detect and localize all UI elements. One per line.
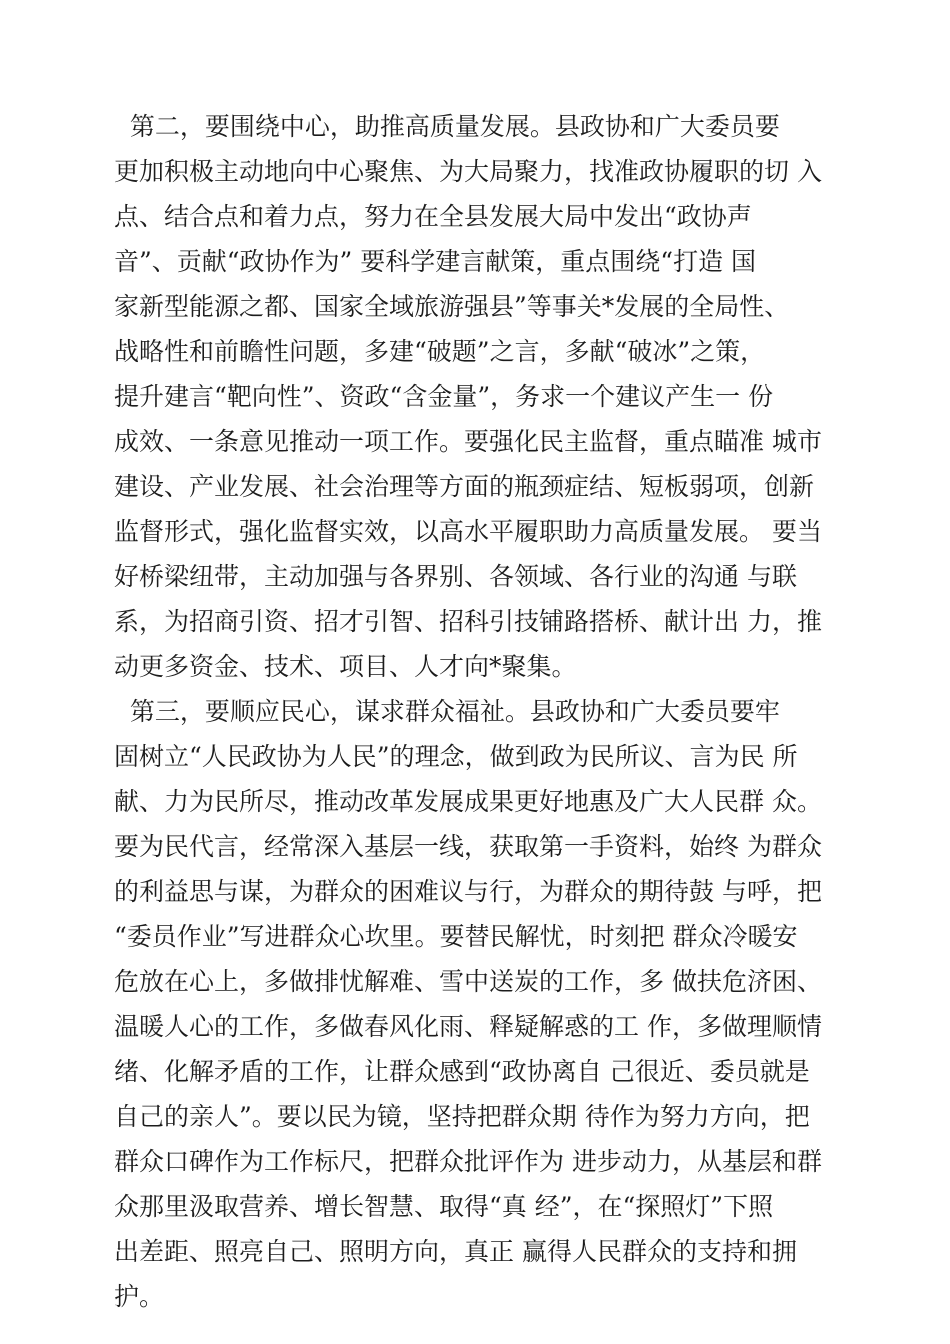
text-line: 第二，要围绕中心，助推高质量发展。县政协和广大委员要	[114, 112, 780, 141]
text-line: 点、结合点和着力点，努力在全县发展大局中发出“政协声	[114, 202, 752, 231]
text-line: “委员作业”写进群众心坎里。要替民解忧，时刻把 群众冷暖安	[114, 922, 798, 951]
text-line: 成效、一条意见推动一项工作。要强化民主监督，重点瞄准 城市	[114, 427, 822, 456]
document-body	[114, 104, 854, 1319]
text-line: 固树立“人民政协为人民”的理念，做到政为民所议、言为民 所	[114, 742, 798, 771]
text-line: 护。	[114, 1282, 165, 1311]
paragraph-third-point	[114, 689, 854, 1319]
text-line: 系，为招商引资、招才引智、招科引技铺路搭桥、献计出 力，推	[114, 607, 822, 636]
text-line: 群众口碑作为工作标尺，把群众批评作为 进步动力，从基层和群	[114, 1147, 822, 1176]
text-line: 战略性和前瞻性问题，多建“破题”之言，多献“破冰”之策，	[114, 337, 766, 366]
text-line: 出差距、照亮自己、照明方向，真正 赢得人民群众的支持和拥	[114, 1237, 797, 1266]
text-line: 音”、贡献“政协作为” 要科学建言献策，重点围绕“打造 国	[114, 247, 757, 276]
text-line: 监督形式，强化监督实效，以高水平履职助力高质量发展。 要当	[114, 517, 822, 546]
text-line: 好桥梁纽带，主动加强与各界别、各领域、各行业的沟通 与联	[114, 562, 797, 591]
text-line: 建设、产业发展、社会治理等方面的瓶颈症结、短板弱项，创新	[114, 472, 815, 501]
text-line: 自己的亲人”。要以民为镜，坚持把群众期 待作为努力方向，把	[114, 1102, 810, 1131]
text-line: 第三，要顺应民心，谋求群众福祉。县政协和广大委员要牢	[114, 697, 780, 726]
text-line: 的利益思与谋，为群众的困难议与行，为群众的期待鼓 与呼，把	[114, 877, 822, 906]
paragraph-second-point	[114, 104, 854, 689]
text-line: 温暖人心的工作，多做春风化雨、释疑解惑的工 作，多做理顺情	[114, 1012, 822, 1041]
text-line: 家新型能源之都、国家全域旅游强县”等事关*发展的全局性、	[114, 292, 790, 321]
text-line: 绪、化解矛盾的工作，让群众感到“政协离自 己很近、委员就是	[114, 1057, 810, 1086]
text-line: 动更多资金、技术、项目、人才向*聚集。	[114, 652, 577, 681]
text-line: 众那里汲取营养、增长智慧、取得“真 经”，在“探照灯”下照	[114, 1192, 774, 1221]
text-line: 要为民代言，经常深入基层一线，获取第一手资料，始终 为群众	[114, 832, 822, 861]
text-line: 更加积极主动地向中心聚焦、为大局聚力，找准政协履职的切 入	[114, 157, 822, 186]
text-line: 献、力为民所尽，推动改革发展成果更好地惠及广大人民群 众。	[114, 787, 822, 816]
text-line: 提升建言“靶向性”、资政“含金量”，务求一个建议产生一 份	[114, 382, 774, 411]
text-line: 危放在心上，多做排忧解难、雪中送炭的工作，多 做扶危济困、	[114, 967, 822, 996]
